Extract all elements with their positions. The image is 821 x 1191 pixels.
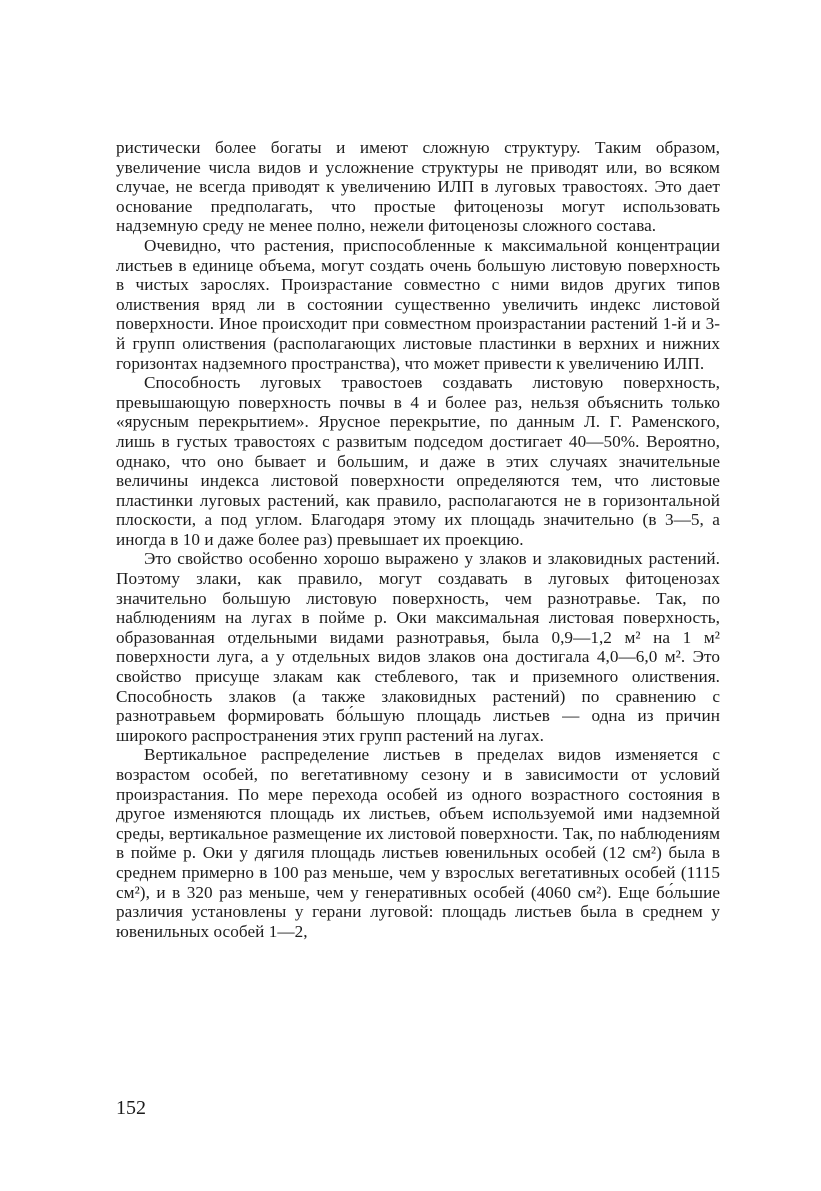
paragraph-leaf-concentration: Очевидно, что растения, приспособленные к максимальной концентрации листьев в единице объема, могут создать очень большую листовую поверхность в чистых зарослях. Произрастание совместно с ними видов других типов олиствения вряд ли в состоянии существенно увеличить индекс листовой поверхности. Иное происходит при совместном произрастании растений 1-й и 3-й групп олиствения (располагающих листовые пластинки в верхних и нижних горизонтах надземного пространства), что может привести к увеличению ИЛП.	[116, 235, 720, 373]
paragraph-leaf-surface: Способность луговых травостоев создавать листовую поверхность, превышающую поверхность почвы в 4 и более раз, нельзя объяснить только «ярусным перекрытием». Ярусное перекрытие, по данным Л. Г. Раменского, лишь в густых травостоях с развитым подседом достигает 40—50%. Вероятно, однако, что оно бывает и большим, и даже в этих случаях значительные величины индекса листовой поверхности определяются тем, что листовые пластинки луговых растений, как правило, располагаются не в горизонтальной плоскости, а под углом. Благодаря этому их площадь значительно (в 3—5, а иногда в 10 и даже более раз) превышает их проекцию.	[116, 373, 720, 549]
paragraph-grasses: Это свойство особенно хорошо выражено у злаков и злаковидных растений. Поэтому злаки, как правило, могут создавать в луговых фитоценозах значительно большую листовую поверхность, чем разнотравье. Так, по наблюдениям на лугах в пойме р. Оки максимальная листовая поверхность, образованная отдельными видами разнотравья, была 0,9—1,2 м² на 1 м² поверхности луга, а у отдельных видов злаков она достигала 4,0—6,0 м². Это свойство присуще злакам как стеблевого, так и приземного олиствения. Способность злаков (а также злаковидных растений) по сравнению с разнотравьем формировать бо́льшую площадь листьев — одна из причин широкого распространения этих групп растений на лугах.	[116, 549, 720, 745]
paragraph-vertical-distribution: Вертикальное распределение листьев в пределах видов изменяется с возрастом особей, по вегетативному сезону и в зависимости от условий произрастания. По мере перехода особей из одного возрастного состояния в другое изменяются площадь их листьев, объем используемой ими надземной среды, вертикальное размещение их листовой поверхности. Так, по наблюдениям в пойме р. Оки у дягиля площадь листьев ювенильных особей (12 см²) была в среднем примерно в 100 раз меньше, чем у взрослых вегетативных особей (1115 см²), и в 320 раз меньше, чем у генеративных особей (4060 см²). Еще бо́льшие различия установлены у герани луговой: площадь листьев была в среднем у ювенильных особей 1—2,	[116, 745, 720, 941]
page-text-block	[116, 138, 720, 941]
page-number: 152	[116, 1097, 146, 1119]
paragraph-continuation: ристически более богаты и имеют сложную структуру. Таким образом, увеличение числа видов и усложнение структуры не приводят или, во всяком случае, не всегда приводят к увеличению ИЛП в луговых травостоях. Это дает основание предполагать, что простые фитоценозы могут использовать надземную среду не менее полно, нежели фитоценозы сложного состава.	[116, 138, 720, 236]
